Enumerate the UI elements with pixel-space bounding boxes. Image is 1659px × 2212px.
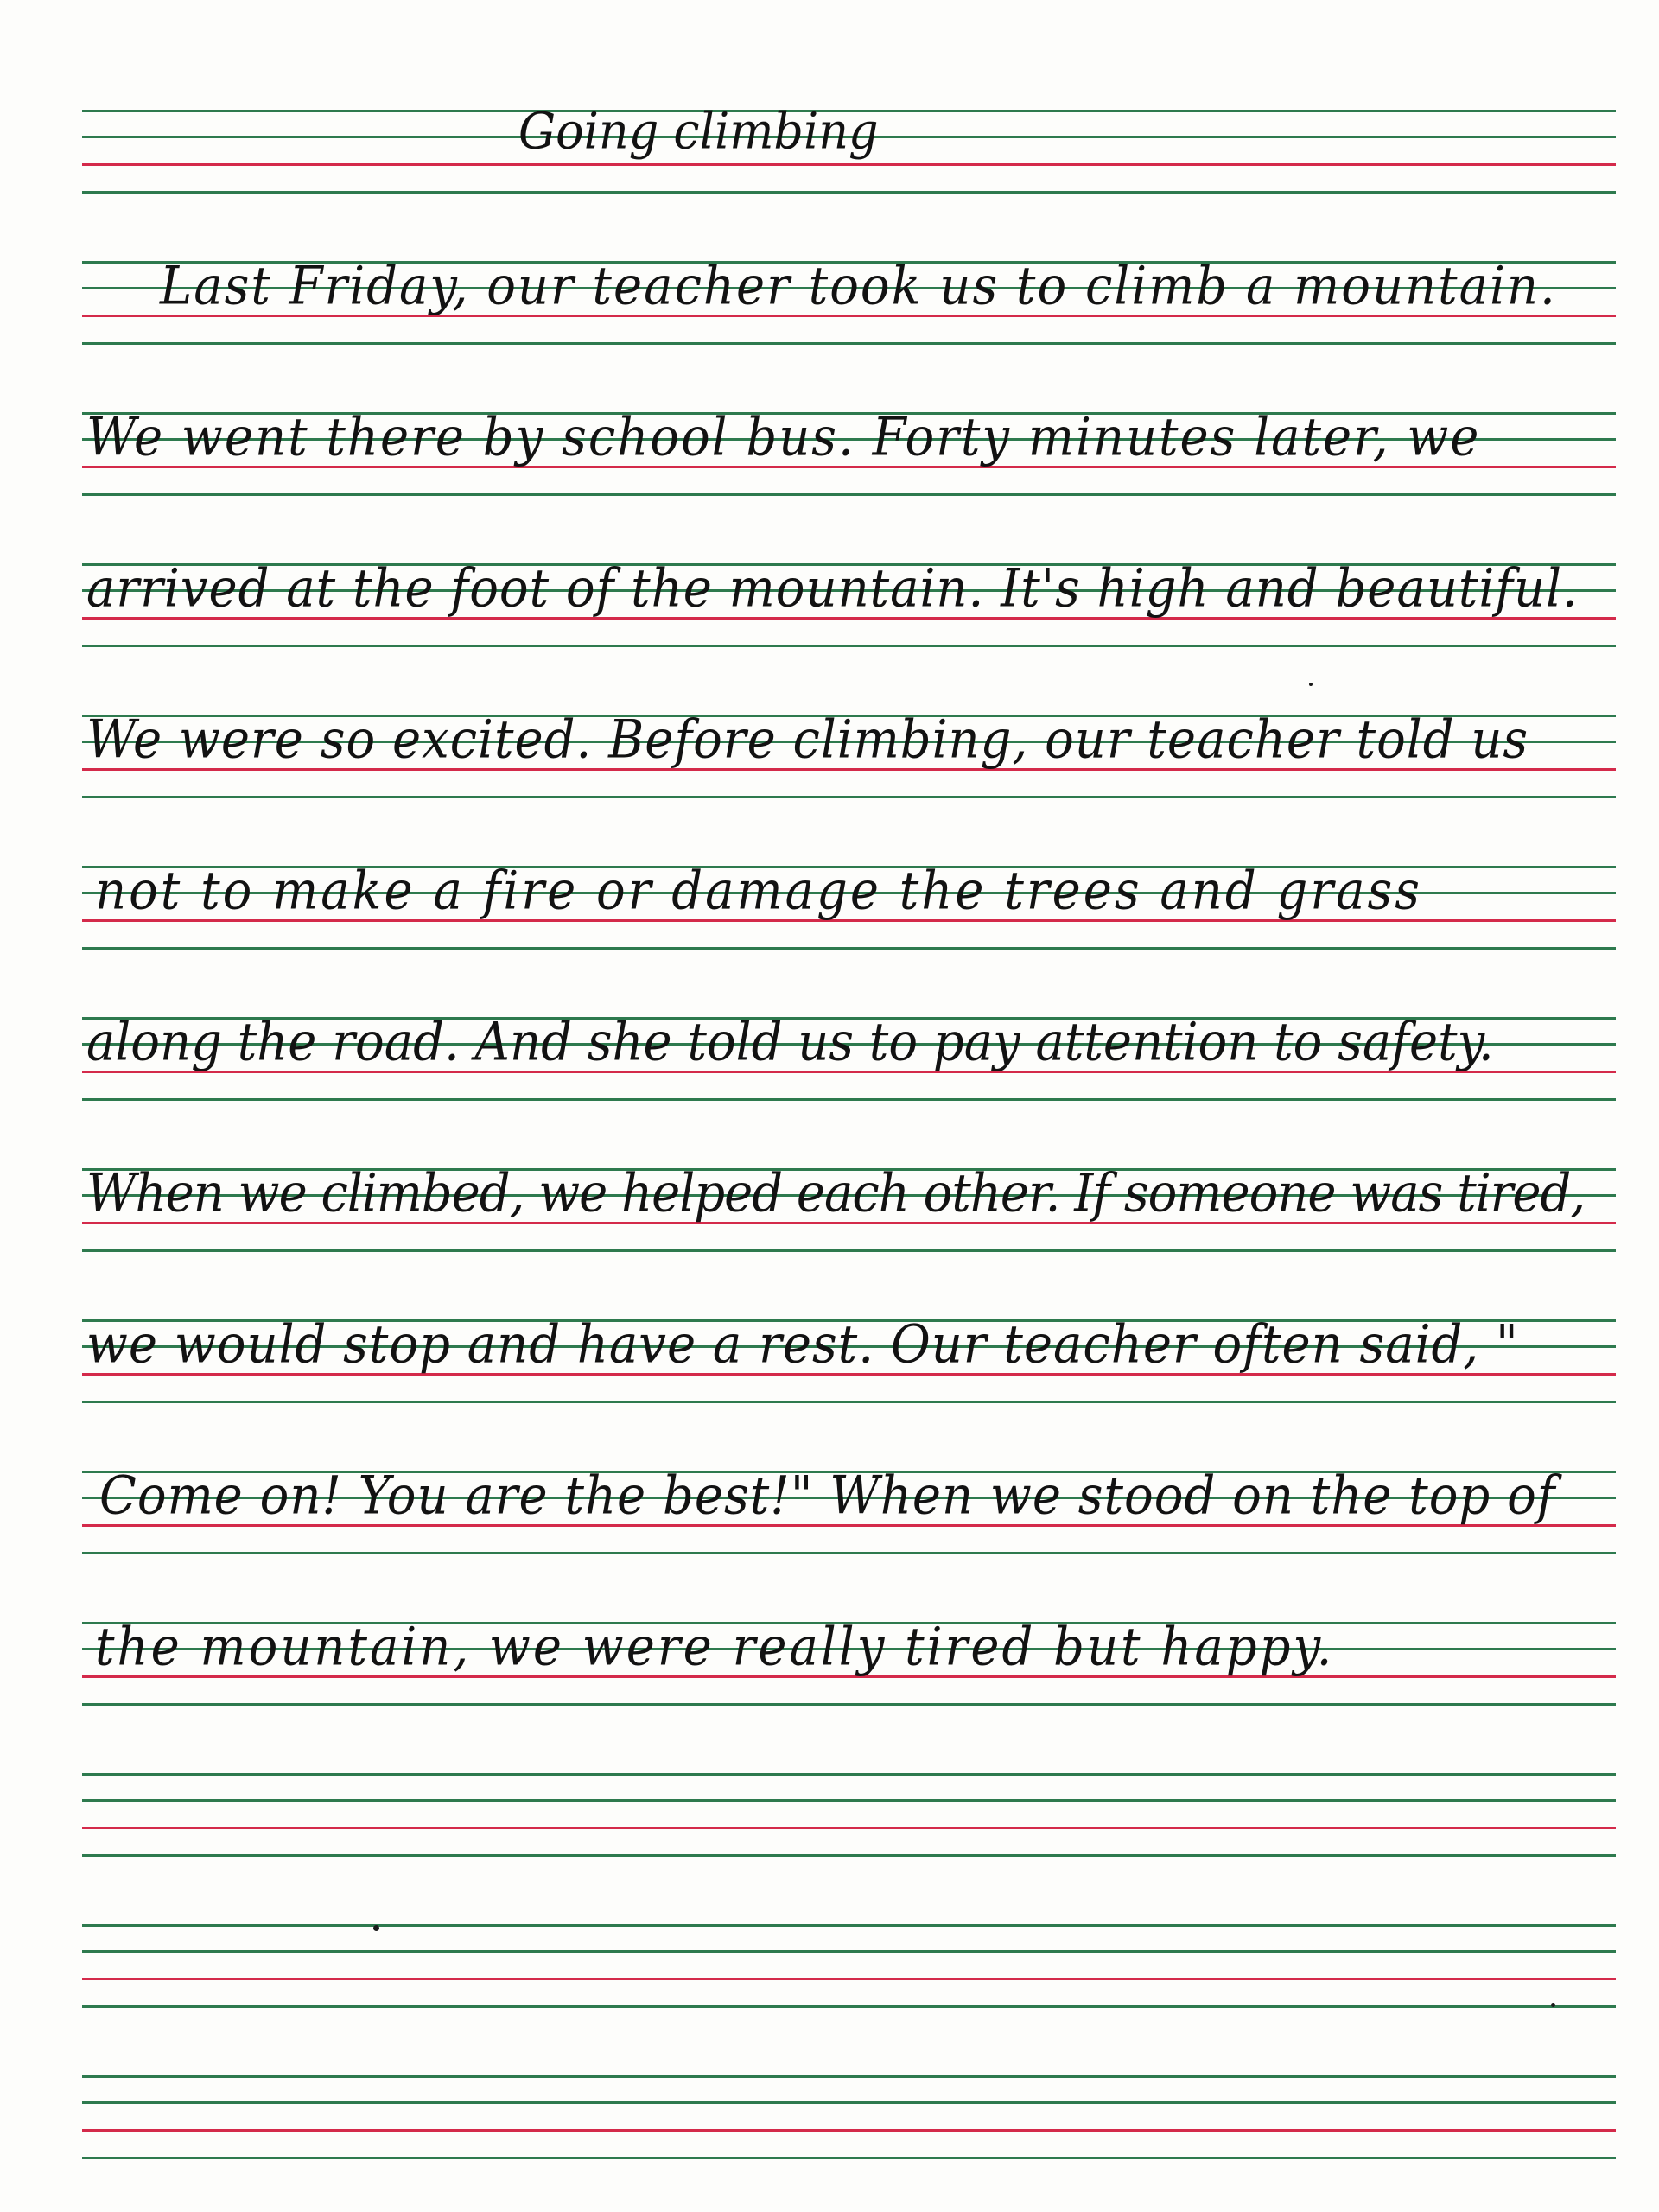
- green-guide-line: [82, 342, 1616, 345]
- green-guide-line: [82, 2101, 1616, 2104]
- ink-speck: [1309, 683, 1313, 686]
- guide-line-group: [82, 1924, 1616, 2019]
- ink-speck: [1551, 2003, 1555, 2007]
- green-guide-line: [82, 1773, 1616, 1776]
- composition-line-9: Come on! You are the best!" When we stood on the top of: [99, 1465, 1556, 1527]
- green-guide-line: [82, 2157, 1616, 2159]
- composition-line-10: the mountain, we were really tired but happy.: [95, 1617, 1335, 1678]
- ink-speck: [373, 1925, 379, 1931]
- green-guide-line: [82, 1924, 1616, 1927]
- green-guide-line: [82, 191, 1616, 194]
- green-guide-line: [82, 1950, 1616, 1953]
- guide-line-group: [82, 1773, 1616, 1868]
- guide-line-group: [82, 2075, 1616, 2171]
- composition-line-4: We were so excited. Before climbing, our teacher told us: [86, 709, 1529, 771]
- green-guide-line: [82, 1854, 1616, 1857]
- red-guide-line: [82, 2129, 1616, 2132]
- green-guide-line: [82, 947, 1616, 950]
- green-guide-line: [82, 2005, 1616, 2008]
- green-guide-line: [82, 1249, 1616, 1252]
- composition-line-7: When we climbed, we helped each other. If someone was tired,: [86, 1163, 1586, 1224]
- green-guide-line: [82, 1703, 1616, 1706]
- green-guide-line: [82, 645, 1616, 647]
- red-guide-line: [82, 1827, 1616, 1829]
- red-guide-line: [82, 1978, 1616, 1980]
- green-guide-line: [82, 1401, 1616, 1403]
- green-guide-line: [82, 796, 1616, 798]
- green-guide-line: [82, 1552, 1616, 1554]
- composition-line-1: Last Friday, our teacher took us to climb a mountain.: [160, 256, 1557, 317]
- composition-line-6: along the road. And she told us to pay attention to safety.: [86, 1012, 1494, 1073]
- green-guide-line: [82, 1098, 1616, 1101]
- composition-title: Going climbing: [518, 101, 879, 161]
- composition-line-8: we would stop and have a rest. Our teacher often said, ": [86, 1314, 1519, 1376]
- green-guide-line: [82, 493, 1616, 496]
- green-guide-line: [82, 2075, 1616, 2078]
- composition-line-5: not to make a fire or damage the trees and grass: [95, 861, 1422, 922]
- composition-line-3: arrived at the foot of the mountain. It's high and beautiful.: [86, 558, 1579, 620]
- green-guide-line: [82, 1799, 1616, 1802]
- composition-line-2: We went there by school bus. Forty minutes later, we: [86, 407, 1481, 468]
